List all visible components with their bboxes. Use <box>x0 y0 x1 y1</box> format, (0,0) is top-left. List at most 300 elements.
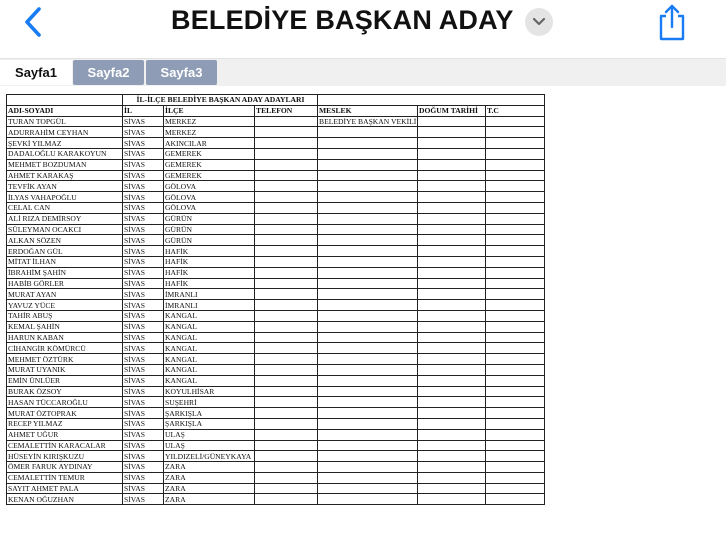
table-cell[interactable] <box>486 483 545 494</box>
table-cell[interactable] <box>486 310 545 321</box>
table-row <box>7 192 545 203</box>
table-cell[interactable]: SİVAS <box>123 127 164 138</box>
table-cell[interactable]: HABİB GÖRLER <box>7 278 123 289</box>
table-cell[interactable]: SİVAS <box>123 397 164 408</box>
table-cell[interactable] <box>255 246 318 257</box>
share-icon <box>655 2 689 42</box>
table-cell[interactable]: SİVAS <box>123 375 164 386</box>
table-cell[interactable] <box>418 235 486 246</box>
table-cell[interactable]: TAHİR ABUŞ <box>7 310 123 321</box>
table-row <box>7 224 545 235</box>
table-cell[interactable] <box>486 354 545 365</box>
table-row <box>7 138 545 149</box>
table-cell[interactable]: MERKEZ <box>164 127 255 138</box>
table-cell[interactable] <box>486 462 545 473</box>
table-cell[interactable]: YILDIZELİ/GÜNEYKAYA <box>164 451 255 462</box>
table-cell[interactable]: BELEDİYE BAŞKAN VEKİLİ <box>319 116 417 126</box>
table-cell[interactable] <box>486 364 545 375</box>
table-cell[interactable] <box>486 429 545 440</box>
table-cell[interactable] <box>318 386 418 397</box>
table-cell[interactable]: ZARA <box>164 483 255 494</box>
table-cell[interactable]: ALKAN SÖZEN <box>7 235 123 246</box>
table-row <box>7 148 545 159</box>
table-cell[interactable]: SİVAS <box>123 289 164 300</box>
sheet-tab-bar <box>0 58 726 86</box>
tab-sayfa2[interactable]: Sayfa2 <box>73 60 144 85</box>
table-cell[interactable] <box>318 300 418 311</box>
table-cell[interactable] <box>318 181 418 192</box>
table-cell[interactable] <box>255 375 318 386</box>
table-row <box>7 321 545 332</box>
table-cell[interactable] <box>255 354 318 365</box>
table-cell[interactable] <box>486 213 545 224</box>
table-row <box>7 127 545 138</box>
table-cell[interactable]: GEMEREK <box>164 159 255 170</box>
table-cell[interactable]: GÜRÜN <box>164 224 255 235</box>
table-cell[interactable] <box>318 127 418 138</box>
table-cell[interactable] <box>255 202 318 213</box>
table-cell[interactable] <box>486 202 545 213</box>
table-cell[interactable] <box>255 472 318 483</box>
table-cell[interactable]: SİVAS <box>123 418 164 429</box>
table-cell[interactable]: HAFİK <box>164 267 255 278</box>
table-cell[interactable] <box>318 418 418 429</box>
table-cell[interactable]: HARUN KABAN <box>7 332 123 343</box>
table-cell[interactable] <box>486 375 545 386</box>
table-cell[interactable] <box>418 472 486 483</box>
title-dropdown-button[interactable] <box>525 8 553 36</box>
column-header[interactable]: İLÇE <box>164 105 255 116</box>
table-cell[interactable]: AKINCILAR <box>164 138 255 149</box>
table-cell[interactable] <box>318 192 418 203</box>
table-row <box>7 364 545 375</box>
table-cell[interactable] <box>255 213 318 224</box>
table-row <box>7 235 545 246</box>
table-cell[interactable] <box>318 246 418 257</box>
table-cell[interactable] <box>486 451 545 462</box>
table-cell[interactable] <box>418 332 486 343</box>
table-cell[interactable] <box>486 397 545 408</box>
table-cell[interactable]: SÜLEYMAN OCAKCI <box>7 224 123 235</box>
table-cell[interactable]: GÖLOVA <box>164 192 255 203</box>
table-cell[interactable] <box>486 300 545 311</box>
table-cell[interactable] <box>486 472 545 483</box>
table-cell[interactable] <box>318 472 418 483</box>
table-cell[interactable] <box>318 408 418 419</box>
table-cell[interactable]: ŞARKIŞLA <box>164 408 255 419</box>
tab-sayfa1[interactable]: Sayfa1 <box>0 60 72 85</box>
table-row <box>7 181 545 192</box>
table-cell[interactable]: SİVAS <box>123 440 164 451</box>
table-cell[interactable]: ULAŞ <box>164 429 255 440</box>
table-cell[interactable] <box>318 267 418 278</box>
document-title[interactable]: BELEDİYE BAŞKAN ADAY <box>171 5 514 35</box>
table-cell[interactable] <box>255 267 318 278</box>
table-cell[interactable] <box>318 440 418 451</box>
table-row <box>7 451 545 462</box>
table-cell[interactable] <box>486 332 545 343</box>
table-cell[interactable]: HAFİK <box>164 246 255 257</box>
table-cell[interactable] <box>486 408 545 419</box>
table-cell[interactable]: KANGAL <box>164 354 255 365</box>
table-cell[interactable] <box>418 192 486 203</box>
table-cell[interactable] <box>255 386 318 397</box>
table-cell[interactable]: SİVAS <box>123 462 164 473</box>
table-cell[interactable]: MİTAT İLHAN <box>7 256 123 267</box>
table-cell[interactable]: MERKEZ <box>164 116 255 127</box>
table-cell[interactable] <box>486 159 545 170</box>
table-cell[interactable] <box>318 364 418 375</box>
table-cell[interactable] <box>418 170 486 181</box>
table-cell[interactable]: ZARA <box>164 462 255 473</box>
table-row <box>7 159 545 170</box>
table-cell[interactable] <box>418 354 486 365</box>
column-header[interactable]: ADI-SOYADI <box>7 105 123 116</box>
table-cell[interactable]: SİVAS <box>123 159 164 170</box>
table-cell[interactable] <box>318 321 418 332</box>
table-cell[interactable] <box>418 418 486 429</box>
table-cell[interactable]: KENAN OĞUZHAN <box>7 494 123 505</box>
table-cell[interactable] <box>318 202 418 213</box>
table-row <box>7 213 545 224</box>
table-cell[interactable]: GÜRÜN <box>164 235 255 246</box>
table-cell[interactable]: SİVAS <box>123 364 164 375</box>
table-cell[interactable] <box>486 246 545 257</box>
table-cell[interactable] <box>486 170 545 181</box>
table-cell[interactable] <box>318 170 418 181</box>
table-cell[interactable]: BURAK ÖZSOY <box>7 386 123 397</box>
table-cell[interactable]: CİHANGİR KÖMÜRCÜ <box>7 343 123 354</box>
table-cell[interactable]: TEVFİK AYAN <box>7 181 123 192</box>
table-cell[interactable]: KANGAL <box>164 310 255 321</box>
table-cell[interactable] <box>255 148 318 159</box>
table-title: İL-İLÇE BELEDİYE BAŞKAN ADAY ADAYLARI <box>123 95 318 106</box>
table-cell[interactable] <box>418 408 486 419</box>
table-row <box>7 429 545 440</box>
table-cell[interactable] <box>418 256 486 267</box>
table-cell[interactable] <box>255 321 318 332</box>
column-header[interactable]: DOĞUM TARİHİ <box>418 105 486 116</box>
table-cell[interactable] <box>418 278 486 289</box>
table-cell[interactable]: SUŞEHRİ <box>164 397 255 408</box>
table-cell[interactable] <box>486 127 545 138</box>
table-cell[interactable]: KEMAL ŞAHİN <box>7 321 123 332</box>
table-cell[interactable] <box>318 224 418 235</box>
table-cell[interactable] <box>418 462 486 473</box>
table-cell[interactable]: SİVAS <box>123 494 164 505</box>
table-cell[interactable] <box>318 235 418 246</box>
table-cell[interactable] <box>318 148 418 159</box>
table-cell[interactable]: SİVAS <box>123 451 164 462</box>
table-row <box>7 289 545 300</box>
table-cell[interactable] <box>418 494 486 505</box>
table-cell[interactable] <box>255 116 318 127</box>
table-cell[interactable]: MURAT UYANIK <box>7 364 123 375</box>
table-cell[interactable]: SİVAS <box>123 300 164 311</box>
table-cell[interactable] <box>418 429 486 440</box>
table-cell[interactable] <box>255 181 318 192</box>
table-cell[interactable]: HAFİK <box>164 278 255 289</box>
table-cell[interactable]: CEMALETTİN TEMUR <box>7 472 123 483</box>
table-cell[interactable] <box>486 321 545 332</box>
table-cell[interactable]: RECEP YILMAZ <box>7 418 123 429</box>
table-cell[interactable] <box>255 127 318 138</box>
table-row <box>7 354 545 365</box>
table-cell[interactable]: SİVAS <box>123 170 164 181</box>
table-cell[interactable] <box>255 138 318 149</box>
table-cell[interactable] <box>418 127 486 138</box>
table-cell[interactable] <box>418 289 486 300</box>
table-cell[interactable] <box>418 440 486 451</box>
table-row <box>7 170 545 181</box>
table-cell[interactable]: SİVAS <box>123 278 164 289</box>
table-cell[interactable]: DADALOĞLU KARAKOYUN <box>7 148 123 159</box>
table-cell[interactable]: SİVAS <box>123 116 164 127</box>
table-cell[interactable] <box>318 483 418 494</box>
table-cell[interactable]: İBRAHİM ŞAHİN <box>7 267 123 278</box>
table-cell[interactable] <box>418 246 486 257</box>
table-cell[interactable] <box>255 397 318 408</box>
table-cell[interactable] <box>255 159 318 170</box>
table-cell[interactable] <box>318 462 418 473</box>
table-cell[interactable] <box>255 364 318 375</box>
table-cell[interactable]: YAVUZ YÜCE <box>7 300 123 311</box>
table-row <box>7 278 545 289</box>
table-cell[interactable] <box>486 289 545 300</box>
table-cell[interactable] <box>486 138 545 149</box>
table-cell[interactable]: MURAT ÖZTOPRAK <box>7 408 123 419</box>
table-cell[interactable] <box>486 224 545 235</box>
chevron-down-icon <box>525 8 553 36</box>
table-cell[interactable]: SİVAS <box>123 429 164 440</box>
table-cell[interactable]: KANGAL <box>164 375 255 386</box>
table-cell[interactable]: GEMEREK <box>164 148 255 159</box>
table-cell[interactable]: ZARA <box>164 472 255 483</box>
table-cell[interactable]: SİVAS <box>123 235 164 246</box>
table-cell[interactable] <box>318 343 418 354</box>
table-cell[interactable] <box>318 332 418 343</box>
table-cell[interactable] <box>318 310 418 321</box>
table-cell[interactable] <box>418 451 486 462</box>
table-cell[interactable] <box>318 375 418 386</box>
table-cell[interactable]: GÖLOVA <box>164 181 255 192</box>
table-cell[interactable] <box>418 343 486 354</box>
table-cell[interactable]: ULAŞ <box>164 440 255 451</box>
column-header[interactable]: MESLEK <box>318 105 418 116</box>
table-cell[interactable] <box>486 116 545 127</box>
table-cell[interactable] <box>255 451 318 462</box>
table-cell[interactable] <box>486 386 545 397</box>
table-cell[interactable]: HÜSEYİN KIRIŞKUZU <box>7 451 123 462</box>
table-cell[interactable]: İLYAS VAHAPOĞLU <box>7 192 123 203</box>
table-cell[interactable] <box>255 332 318 343</box>
table-cell[interactable] <box>318 429 418 440</box>
table-cell[interactable] <box>418 138 486 149</box>
table-cell[interactable]: AHMET UĞUR <box>7 429 123 440</box>
table-cell[interactable]: SİVAS <box>123 148 164 159</box>
table-cell[interactable] <box>318 256 418 267</box>
table-row <box>7 483 545 494</box>
table-cell[interactable]: SİVAS <box>123 192 164 203</box>
table-row <box>7 386 545 397</box>
table-cell[interactable]: SİVAS <box>123 213 164 224</box>
table-cell[interactable] <box>486 148 545 159</box>
table-cell[interactable] <box>255 310 318 321</box>
table-cell[interactable]: KANGAL <box>164 332 255 343</box>
table-cell[interactable]: SİVAS <box>123 472 164 483</box>
table-cell[interactable] <box>418 310 486 321</box>
table-cell[interactable]: AHMET KARAKAŞ <box>7 170 123 181</box>
table-cell[interactable] <box>318 138 418 149</box>
table-cell[interactable]: ADURRAHİM CEYHAN <box>7 127 123 138</box>
table-cell[interactable]: ŞARKIŞLA <box>164 418 255 429</box>
table-cell[interactable] <box>418 321 486 332</box>
table-cell[interactable]: TURAN TOPGÜL <box>7 116 123 127</box>
table-cell[interactable] <box>318 159 418 170</box>
table-cell[interactable]: SİVAS <box>123 408 164 419</box>
column-header[interactable]: İL <box>123 105 164 116</box>
table-cell[interactable] <box>255 408 318 419</box>
table-cell[interactable] <box>486 235 545 246</box>
table-cell[interactable]: SİVAS <box>123 256 164 267</box>
table-cell[interactable] <box>318 213 418 224</box>
table-cell[interactable]: SİVAS <box>123 483 164 494</box>
table-cell[interactable] <box>255 429 318 440</box>
table-cell[interactable]: KANGAL <box>164 364 255 375</box>
table-cell[interactable]: CELAL CAN <box>7 202 123 213</box>
table-cell[interactable] <box>255 440 318 451</box>
table-cell[interactable] <box>486 181 545 192</box>
table-cell[interactable] <box>418 224 486 235</box>
table-cell[interactable] <box>255 224 318 235</box>
table-cell[interactable] <box>255 256 318 267</box>
table-row <box>7 472 545 483</box>
table-cell[interactable] <box>486 192 545 203</box>
table-cell[interactable] <box>318 289 418 300</box>
table-cell[interactable]: CEMALETTİN KARACALAR <box>7 440 123 451</box>
table-cell[interactable]: SİVAS <box>123 343 164 354</box>
tab-sayfa3[interactable]: Sayfa3 <box>146 60 217 85</box>
table-cell[interactable] <box>318 354 418 365</box>
table-row <box>7 300 545 311</box>
table-cell[interactable] <box>418 375 486 386</box>
table-cell[interactable] <box>255 494 318 505</box>
table-cell[interactable] <box>418 148 486 159</box>
table-cell[interactable]: MURAT AYAN <box>7 289 123 300</box>
column-header[interactable]: TELEFON <box>255 105 318 116</box>
table-row <box>7 494 545 505</box>
table-cell[interactable] <box>255 192 318 203</box>
table-row <box>7 246 545 257</box>
spreadsheet-area <box>0 86 726 538</box>
table-cell[interactable]: HASAN TÜCCAROĞLU <box>7 397 123 408</box>
table-cell[interactable] <box>486 343 545 354</box>
table-row <box>7 256 545 267</box>
table-cell[interactable] <box>486 418 545 429</box>
table-cell[interactable] <box>255 289 318 300</box>
table-cell[interactable]: SİVAS <box>123 386 164 397</box>
table-cell[interactable]: SİVAS <box>123 224 164 235</box>
table-cell[interactable] <box>486 267 545 278</box>
table-cell[interactable] <box>318 451 418 462</box>
table-row <box>7 343 545 354</box>
table-cell[interactable]: İMRANLI <box>164 289 255 300</box>
table-cell[interactable]: SİVAS <box>123 332 164 343</box>
table-cell[interactable] <box>418 397 486 408</box>
table-cell[interactable] <box>418 364 486 375</box>
table-cell[interactable]: MEHMET ÖZTÜRK <box>7 354 123 365</box>
table-cell[interactable]: GÖLOVA <box>164 202 255 213</box>
back-button[interactable] <box>20 2 46 49</box>
table-cell[interactable] <box>255 483 318 494</box>
table-cell[interactable]: GÜRÜN <box>164 213 255 224</box>
table-cell[interactable] <box>318 278 418 289</box>
table-cell[interactable]: SİVAS <box>123 267 164 278</box>
table-cell[interactable]: HAFİK <box>164 256 255 267</box>
table-cell[interactable]: GEMEREK <box>164 170 255 181</box>
table-row <box>7 375 545 386</box>
table-cell[interactable]: SİVAS <box>123 202 164 213</box>
table-cell[interactable] <box>418 386 486 397</box>
table-cell[interactable] <box>255 278 318 289</box>
table-cell[interactable] <box>486 278 545 289</box>
table-cell[interactable] <box>255 462 318 473</box>
table-cell[interactable] <box>486 440 545 451</box>
table-cell[interactable]: İMRANLI <box>164 300 255 311</box>
table-cell[interactable]: SAYIT AHMET PALA <box>7 483 123 494</box>
table-cell[interactable] <box>255 343 318 354</box>
table-cell[interactable]: EMİN ÜNLÜER <box>7 375 123 386</box>
table-cell[interactable] <box>418 116 486 127</box>
table-row <box>7 267 545 278</box>
table-cell[interactable]: MEHMET BOZDUMAN <box>7 159 123 170</box>
table-cell[interactable]: ALİ RIZA DEMİRSOY <box>7 213 123 224</box>
table-cell[interactable] <box>418 300 486 311</box>
table-cell[interactable]: KOYULHİSAR <box>164 386 255 397</box>
table-cell[interactable]: SİVAS <box>123 310 164 321</box>
table-cell[interactable]: SİVAS <box>123 321 164 332</box>
table-cell[interactable] <box>486 494 545 505</box>
table-cell[interactable]: KANGAL <box>164 321 255 332</box>
table-cell[interactable] <box>418 213 486 224</box>
table-cell[interactable] <box>418 202 486 213</box>
table-cell[interactable]: SİVAS <box>123 138 164 149</box>
table-cell[interactable] <box>486 256 545 267</box>
table-cell[interactable]: ZARA <box>164 494 255 505</box>
share-button[interactable] <box>655 2 689 42</box>
column-header[interactable]: T.C <box>486 105 545 116</box>
table-cell[interactable] <box>418 159 486 170</box>
table-cell[interactable]: KANGAL <box>164 343 255 354</box>
table-cell[interactable]: SİVAS <box>123 181 164 192</box>
table-cell[interactable]: ÖMER FARUK AYDINAY <box>7 462 123 473</box>
table-cell[interactable] <box>255 235 318 246</box>
table-cell[interactable] <box>418 267 486 278</box>
table-cell[interactable] <box>318 494 418 505</box>
table-cell[interactable] <box>318 397 418 408</box>
table-cell[interactable]: SİVAS <box>123 246 164 257</box>
table-cell[interactable] <box>418 483 486 494</box>
table-row <box>7 332 545 343</box>
table-row <box>7 116 545 127</box>
table-cell[interactable] <box>255 418 318 429</box>
table-cell[interactable]: SİVAS <box>123 354 164 365</box>
table-cell[interactable]: ŞEVKİ YILMAZ <box>7 138 123 149</box>
table-cell[interactable] <box>418 181 486 192</box>
table-cell[interactable]: ERDOĞAN GÜL <box>7 246 123 257</box>
table-cell[interactable] <box>255 170 318 181</box>
table-cell[interactable] <box>255 300 318 311</box>
